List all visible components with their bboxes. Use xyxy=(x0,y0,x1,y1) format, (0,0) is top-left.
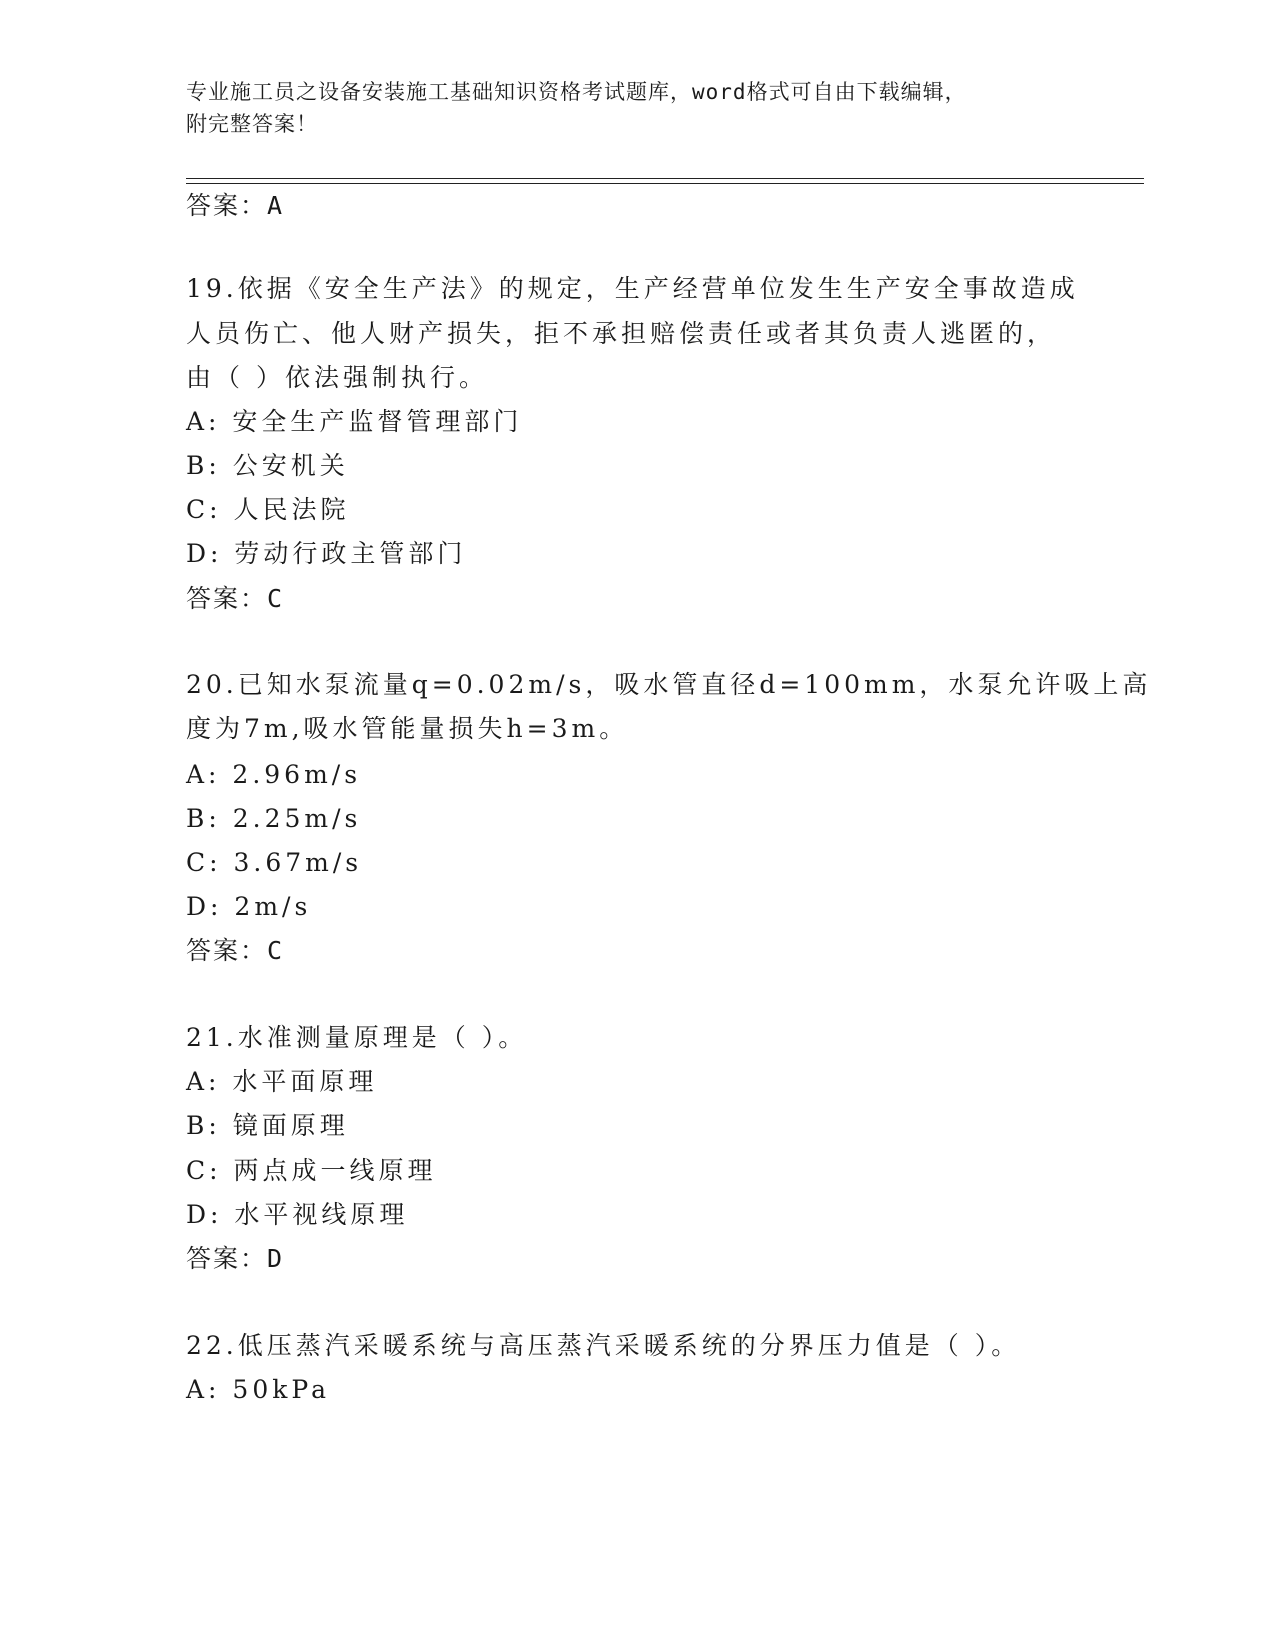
question-19-option-c: C: 人民法院 xyxy=(186,495,350,524)
question-19-option-b: B: 公安机关 xyxy=(186,451,349,480)
question-19-answer: 答案：C xyxy=(186,584,285,613)
question-19-text-line-2: 人员伤亡、他人财产损失，拒不承担赔偿责任或者其负责人逃匿的， xyxy=(186,319,1057,348)
question-19-text-line-3: 由（ ）依法强制执行。 xyxy=(186,363,488,392)
header-line-1: 专业施工员之设备安装施工基础知识资格考试题库，word格式可自由下载编辑， xyxy=(186,80,967,104)
previous-answer: 答案：A xyxy=(186,191,285,220)
question-20-text-line-2: 度为7m,吸水管能量损失h=3m。 xyxy=(186,714,629,743)
question-19-option-d: D: 劳动行政主管部门 xyxy=(186,539,467,568)
question-20-answer: 答案：C xyxy=(186,936,285,965)
header-divider-bottom xyxy=(186,183,1144,184)
question-21-option-a: A: 水平面原理 xyxy=(186,1067,378,1096)
question-20-option-c: C: 3.67m/s xyxy=(186,848,363,877)
question-22-text-line-1: 22.低压蒸汽采暖系统与高压蒸汽采暖系统的分界压力值是（ ）。 xyxy=(186,1331,1021,1360)
header-divider-top xyxy=(186,178,1144,179)
question-21-option-b: B: 镜面原理 xyxy=(186,1111,349,1140)
question-20-option-b: B: 2.25m/s xyxy=(186,804,362,833)
question-19-option-a: A: 安全生产监督管理部门 xyxy=(186,407,523,436)
question-21-option-d: D: 水平视线原理 xyxy=(186,1200,409,1229)
question-21-option-c: C: 两点成一线原理 xyxy=(186,1156,437,1185)
question-20-option-a: A: 2.96m/s xyxy=(186,760,362,789)
question-21-answer: 答案：D xyxy=(186,1244,285,1273)
question-22-option-a: A: 50kPa xyxy=(186,1375,330,1404)
question-21-text-line-1: 21.水准测量原理是（ ）。 xyxy=(186,1023,528,1052)
header-line-2: 附完整答案！ xyxy=(186,112,318,136)
question-19-text-line-1: 19.依据《安全生产法》的规定，生产经营单位发生生产安全事故造成 xyxy=(186,274,1079,303)
document-header xyxy=(186,76,1086,140)
question-20-option-d: D: 2m/s xyxy=(186,892,312,921)
question-20-text-line-1: 20.已知水泵流量q=0.02m/s，吸水管直径d=100mm，水泵允许吸上高 xyxy=(186,670,1152,699)
